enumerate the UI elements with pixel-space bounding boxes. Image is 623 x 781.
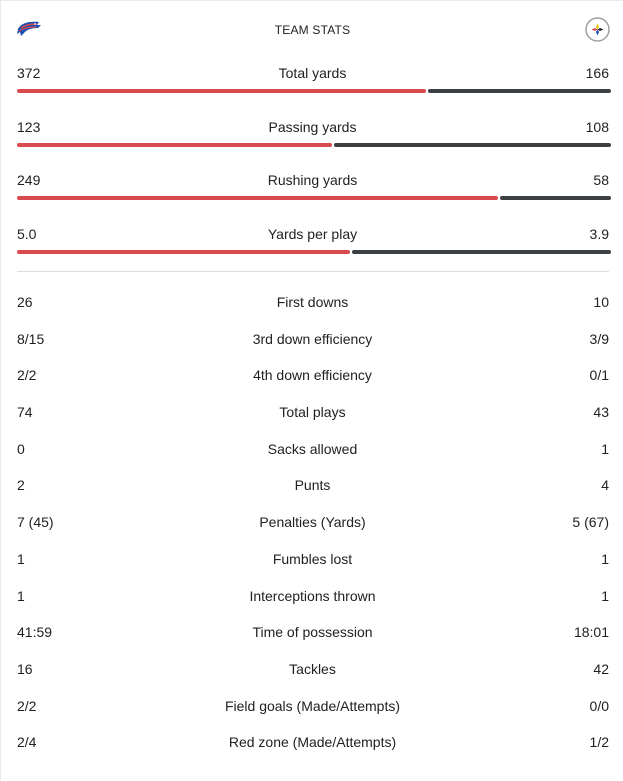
right-team-value: 43 — [593, 404, 609, 421]
stat-bar-row — [1, 222, 623, 276]
right-team-bar — [500, 196, 611, 200]
right-team-value: 10 — [593, 294, 609, 310]
stat-label: Interceptions thrown — [249, 587, 376, 604]
left-team-value: 2/2 — [17, 697, 37, 714]
stat-label: Passing yards — [268, 119, 357, 135]
stat-bar-row — [1, 115, 623, 169]
steelers-logo-icon — [585, 17, 610, 42]
right-team-value: 0/1 — [589, 367, 609, 384]
right-team-value: 18:01 — [573, 624, 609, 641]
right-team-value: 5 (67) — [572, 514, 609, 531]
stat-bar-row — [1, 168, 623, 222]
stat-label: Total yards — [278, 65, 347, 81]
stat-label: Red zone (Made/Attempts) — [228, 734, 397, 751]
left-team-value: 26 — [17, 294, 33, 310]
stat-row — [1, 467, 623, 504]
stat-row — [1, 541, 623, 578]
right-team-value: 1 — [601, 550, 609, 567]
stat-comparison-bar — [17, 196, 611, 200]
right-team-value: 1 — [601, 587, 609, 604]
stat-label: Rushing yards — [267, 172, 358, 188]
stat-label: Field goals (Made/Attempts) — [224, 697, 401, 714]
left-team-value: 249 — [17, 172, 41, 188]
stat-label: Punts — [294, 477, 331, 494]
stat-row — [1, 614, 623, 651]
stat-row — [1, 284, 623, 321]
stat-label: 3rd down efficiency — [252, 330, 373, 347]
stats-list — [1, 284, 623, 761]
right-team-value: 1 — [601, 440, 609, 457]
stat-label: First downs — [276, 294, 349, 310]
left-team-value: 41:59 — [17, 624, 53, 641]
left-team-value: 74 — [17, 404, 33, 421]
left-team-value: 16 — [17, 660, 33, 677]
left-team-value: 2/4 — [17, 734, 37, 751]
left-team-value: 2 — [17, 477, 25, 494]
right-team-bar — [428, 89, 611, 93]
right-team-value: 166 — [585, 65, 609, 81]
left-team-value: 123 — [17, 119, 41, 135]
left-team-value: 372 — [17, 65, 41, 81]
right-team-bar — [334, 143, 611, 147]
right-team-value: 42 — [593, 660, 609, 677]
stat-row — [1, 651, 623, 688]
stat-row — [1, 504, 623, 541]
left-team-value: 1 — [17, 550, 25, 567]
stat-row — [1, 688, 623, 725]
left-team-bar — [17, 143, 332, 147]
stat-label: Fumbles lost — [272, 550, 353, 567]
left-team-bar — [17, 89, 426, 93]
left-team-value: 2/2 — [17, 367, 37, 384]
stat-label: 4th down efficiency — [253, 367, 372, 384]
right-team-value: 0/0 — [589, 697, 609, 714]
left-team-value: 0 — [17, 440, 25, 457]
stat-row — [1, 357, 623, 394]
stat-label: Tackles — [289, 660, 336, 677]
stat-bar-row — [1, 61, 623, 115]
right-team-value: 58 — [593, 172, 609, 188]
left-team-value: 5.0 — [17, 226, 37, 242]
section-divider — [17, 271, 609, 272]
stat-comparison-bar — [17, 89, 611, 93]
stat-comparison-bar — [17, 143, 611, 147]
stat-row — [1, 431, 623, 468]
left-team-value: 8/15 — [17, 330, 45, 347]
left-team-value: 1 — [17, 587, 25, 604]
right-team-value: 108 — [585, 119, 609, 135]
right-team-value: 4 — [601, 477, 609, 494]
stat-label: Penalties (Yards) — [259, 514, 366, 531]
stat-row — [1, 321, 623, 358]
stat-label: Total plays — [279, 404, 346, 421]
team-stats-title: TEAM STATS — [274, 23, 351, 37]
left-team-bar — [17, 196, 498, 200]
left-team-bar — [17, 250, 350, 254]
right-team-bar — [352, 250, 611, 254]
team-stats-header — [1, 1, 623, 59]
right-team-value: 1/2 — [589, 734, 609, 751]
left-team-value: 7 (45) — [17, 514, 54, 531]
stat-label: Yards per play — [267, 226, 358, 242]
stat-row — [1, 724, 623, 761]
right-team-value: 3.9 — [589, 226, 609, 242]
stat-label: Time of possession — [252, 624, 373, 641]
stat-row — [1, 578, 623, 615]
stat-comparison-bar — [17, 250, 611, 254]
stat-row — [1, 394, 623, 431]
stat-label: Sacks allowed — [267, 440, 358, 457]
right-team-value: 3/9 — [589, 330, 609, 347]
